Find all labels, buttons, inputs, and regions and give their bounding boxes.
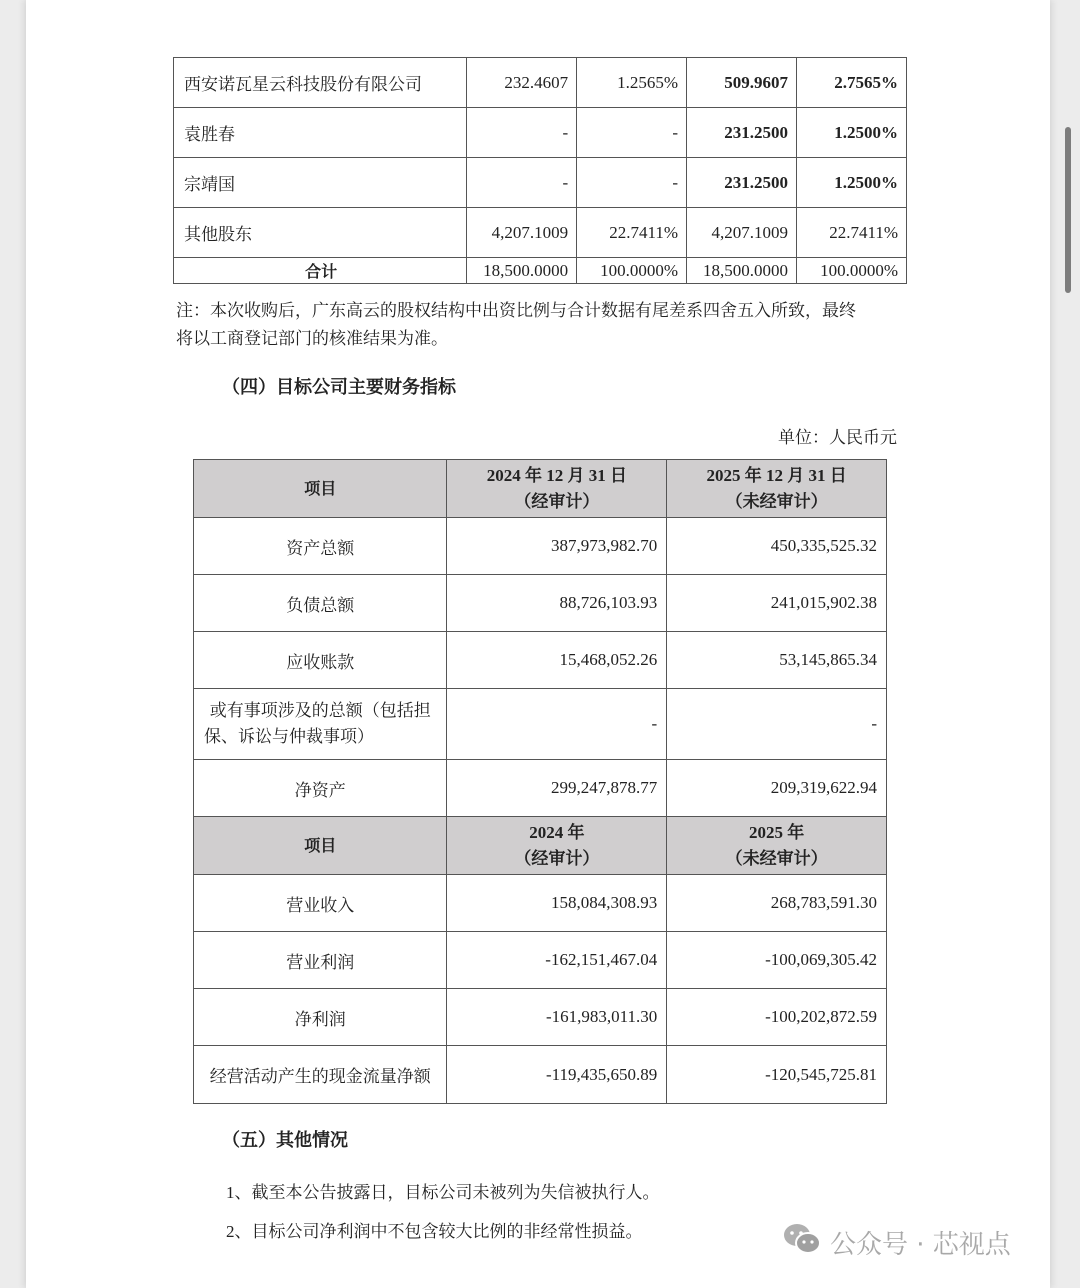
watermark xyxy=(782,1222,1011,1263)
header-2024 xyxy=(447,460,667,518)
after-ratio: 1.2500% xyxy=(797,108,907,158)
header-2024-date: 2024 年 12 月 31 日 xyxy=(486,465,627,485)
table-row xyxy=(194,989,887,1046)
value-2025: 268,783,591.30 xyxy=(667,875,887,932)
value-2025: -100,202,872.59 xyxy=(667,989,887,1046)
value-2024: 158,084,308.93 xyxy=(447,875,667,932)
before-ratio: - xyxy=(577,108,687,158)
header-2025 xyxy=(667,460,887,518)
before-amount: 232.4607 xyxy=(467,58,577,108)
table-row xyxy=(174,158,907,208)
value-2024: 15,468,052.26 xyxy=(447,632,667,689)
header-item: 项目 xyxy=(194,817,447,875)
table-row xyxy=(194,875,887,932)
row-label: 净利润 xyxy=(194,989,447,1046)
header-2025-status: （未经审计） xyxy=(725,848,828,868)
other-item-2: 2、目标公司净利润中不包含较大比例的非经常性损益。 xyxy=(226,1222,643,1241)
note-line-2: 将以工商登记部门的核准结果为准。 xyxy=(176,329,448,348)
note-line-1: 注：本次收购后，广东高云的股权结构中出资比例与合计数据有尾差系四舍五入所致，最终 xyxy=(176,301,856,320)
header-2024-status: （经审计） xyxy=(514,491,600,511)
value-2025: -100,069,305.42 xyxy=(667,932,887,989)
shareholder-name: 其他股东 xyxy=(174,208,467,258)
table-row xyxy=(174,108,907,158)
value-2025: 209,319,622.94 xyxy=(667,760,887,817)
table-row xyxy=(194,760,887,817)
before-ratio: 22.7411% xyxy=(577,208,687,258)
value-2025: 450,335,525.32 xyxy=(667,518,887,575)
before-ratio: - xyxy=(577,158,687,208)
after-ratio: 22.7411% xyxy=(797,208,907,258)
wechat-icon xyxy=(782,1222,822,1263)
after-amount: 509.9607 xyxy=(687,58,797,108)
value-2025: 241,015,902.38 xyxy=(667,575,887,632)
after-ratio: 100.0000% xyxy=(797,258,907,284)
row-label: 资产总额 xyxy=(194,518,447,575)
value-2024: 299,247,878.77 xyxy=(447,760,667,817)
row-label xyxy=(194,689,447,760)
row-label-line-1: 或有事项涉及的总额（包括担 xyxy=(209,701,431,720)
shareholder-name: 袁胜春 xyxy=(174,108,467,158)
watermark-text: 公众号 · 芯视点 xyxy=(830,1230,1011,1260)
value-2025: 53,145,865.34 xyxy=(667,632,887,689)
header-2025-year: 2025 年 xyxy=(748,822,805,842)
table-row xyxy=(194,689,887,760)
before-amount: 18,500.0000 xyxy=(467,258,577,284)
shareholder-name: 西安诺瓦星云科技股份有限公司 xyxy=(174,58,467,108)
total-row xyxy=(174,258,907,284)
header-2024 xyxy=(447,817,667,875)
after-amount: 18,500.0000 xyxy=(687,258,797,284)
value-2024: -162,151,467.04 xyxy=(447,932,667,989)
table-row xyxy=(194,1046,887,1104)
table-row xyxy=(194,932,887,989)
before-ratio: 1.2565% xyxy=(577,58,687,108)
total-label: 合计 xyxy=(174,258,467,284)
header-2025 xyxy=(667,817,887,875)
before-ratio: 100.0000% xyxy=(577,258,687,284)
header-item: 项目 xyxy=(194,460,447,518)
table-row xyxy=(194,575,887,632)
value-2025: - xyxy=(667,689,887,760)
value-2024: - xyxy=(447,689,667,760)
value-2025: -120,545,725.81 xyxy=(667,1046,887,1104)
after-amount: 231.2500 xyxy=(687,158,797,208)
unit-label: 单位：人民币元 xyxy=(778,428,897,447)
value-2024: 88,726,103.93 xyxy=(447,575,667,632)
row-label: 应收账款 xyxy=(194,632,447,689)
header-2024-year: 2024 年 xyxy=(529,822,585,842)
shareholder-name: 宗靖国 xyxy=(174,158,467,208)
header-2025-date: 2025 年 12 月 31 日 xyxy=(706,465,847,485)
financial-indicators-table xyxy=(193,459,887,1104)
table-row xyxy=(194,632,887,689)
before-amount: - xyxy=(467,108,577,158)
table-header-row xyxy=(194,817,887,875)
row-label: 净资产 xyxy=(194,760,447,817)
value-2024: -161,983,011.30 xyxy=(447,989,667,1046)
after-amount: 4,207.1009 xyxy=(687,208,797,258)
header-2024-status: （经审计） xyxy=(514,848,600,868)
header-2025-status: （未经审计） xyxy=(725,491,828,511)
before-amount: - xyxy=(467,158,577,208)
shareholding-table xyxy=(173,57,907,284)
row-label: 营业收入 xyxy=(194,875,447,932)
scrollbar[interactable] xyxy=(1065,127,1071,293)
table-row xyxy=(194,518,887,575)
table-header-row xyxy=(194,460,887,518)
section-5-heading: （五）其他情况 xyxy=(222,1130,348,1151)
after-ratio: 1.2500% xyxy=(797,158,907,208)
row-label: 营业利润 xyxy=(194,932,447,989)
value-2024: 387,973,982.70 xyxy=(447,518,667,575)
table-row xyxy=(174,208,907,258)
after-ratio: 2.7565% xyxy=(797,58,907,108)
row-label: 负债总额 xyxy=(194,575,447,632)
other-item-1: 1、截至本公告披露日，目标公司未被列为失信被执行人。 xyxy=(226,1183,660,1202)
row-label-line-2: 保、诉讼与仲裁事项） xyxy=(204,727,374,746)
table-row xyxy=(174,58,907,108)
value-2024: -119,435,650.89 xyxy=(447,1046,667,1104)
row-label: 经营活动产生的现金流量净额 xyxy=(194,1046,447,1104)
before-amount: 4,207.1009 xyxy=(467,208,577,258)
after-amount: 231.2500 xyxy=(687,108,797,158)
section-4-heading: （四）目标公司主要财务指标 xyxy=(222,377,456,398)
